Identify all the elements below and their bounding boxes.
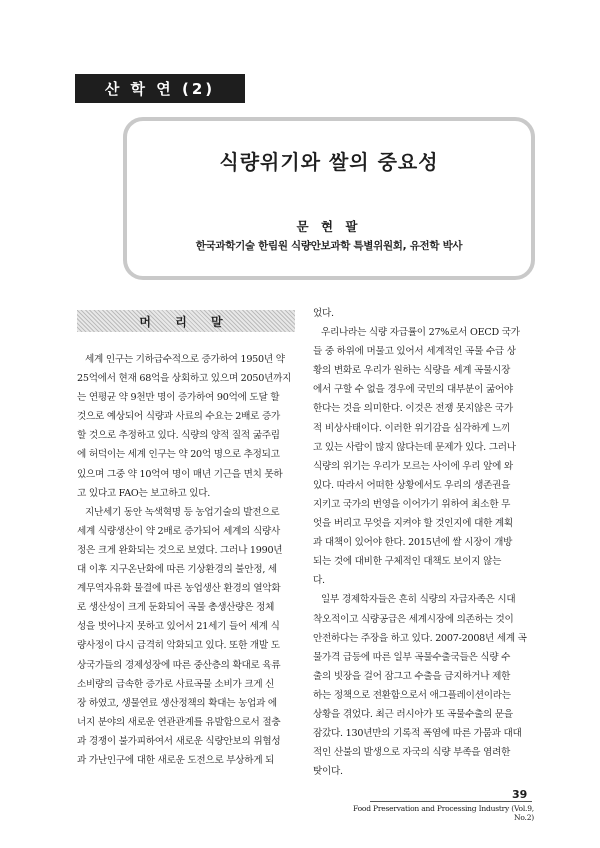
right-column <box>313 304 533 781</box>
text-line: 과 가난인구에 대한 새로운 도전으로 부상하게 되 <box>77 754 275 766</box>
text-line: 것으로 예상되어 식량과 사료의 수요는 2배로 증가 <box>77 411 281 423</box>
text-line: 황의 변화로 우리가 원하는 식량을 세계 곡물시장 <box>313 365 511 377</box>
text-line: 있다. 따라서 어떠한 상황에서도 우리의 생존권을 <box>313 479 511 491</box>
text-line: 착오적이고 식량공급은 세계시장에 의존하는 것이 <box>313 613 514 625</box>
text-line: 과 대책이 있어야 한다. 2015년에 쌀 시장이 개방 <box>313 537 513 549</box>
text-line: 적인 산불의 발생으로 자국의 식량 부족을 염려한 <box>313 747 511 759</box>
text-line: 상황을 겪었다. 최근 러시아가 또 곡물수출의 문을 <box>313 708 513 720</box>
text-line: 고 있는 사람이 많지 않다는데 문제가 있다. 그러나 <box>313 441 516 453</box>
journal-footer: Food Preservation and Processing Industry (Vol.9, No.2) <box>353 804 534 822</box>
text-line: 한다는 것을 의미한다. 이것은 전쟁 못지않은 국가 <box>313 403 513 415</box>
text-line: 다. <box>313 575 325 587</box>
text-line: 대 이후 지구온난화에 따른 기상환경의 불안정, 세 <box>77 564 277 576</box>
title-box <box>123 117 535 280</box>
text-line: 세계 인구는 기하급수적으로 증가하여 1950년 약 <box>85 354 285 365</box>
page-number: 39 <box>512 788 528 801</box>
text-line: 에서 구할 수 없을 경우에 국민의 대부분이 굶어야 <box>313 384 513 396</box>
article-title: 식량위기와 쌀의 중요성 <box>219 150 439 174</box>
text-line: 는 연평균 약 9천만 명이 증가하여 90억에 도달 할 <box>77 392 280 404</box>
text-line: 우리나라는 식량 자급률이 27%로서 OECD 국가 <box>321 327 520 339</box>
text-line: 25억에서 현재 68억을 상회하고 있으며 2050년까지 <box>77 373 292 385</box>
text-line: 출의 빗장을 걸어 잠그고 수출을 금지하거나 제한 <box>313 670 511 682</box>
text-line: 정은 크게 완화되는 것으로 보였다. 그러나 1990년 <box>77 544 283 556</box>
text-line: 물가격 급등에 따른 일부 곡물수출국들은 식량 수 <box>313 651 511 663</box>
text-line: 세계 식량생산이 약 2배로 증가되어 세계의 식량사 <box>77 525 281 537</box>
text-line: 계무역자유화 물결에 따른 농업생산 환경의 열악화 <box>77 583 281 595</box>
text-line: 하는 정책으로 전환함으로서 애그플레이션이라는 <box>313 689 511 701</box>
text-line: 있으며 그중 약 10억여 명이 매년 기근을 면치 못하 <box>77 468 283 480</box>
footer-rule <box>370 801 532 802</box>
text-line: 로 생산성이 크게 둔화되어 곡물 총생산량은 정체 <box>77 602 275 614</box>
text-line: 지난세기 동안 녹색혁명 등 농업기술의 발전으로 <box>85 506 280 518</box>
text-line: 고 있다고 FAO는 보고하고 있다. <box>77 487 211 499</box>
author-name: 문 현 팔 <box>296 219 362 234</box>
text-line: 었다. <box>313 308 334 319</box>
text-line: 상국가들의 경제성장에 따른 중산층의 확대로 육류 <box>77 659 281 671</box>
text-line: 식량의 위기는 우리가 모르는 사이에 우리 앞에 와 <box>313 460 513 472</box>
text-line: 성을 벗어나지 못하고 있어서 21세기 들어 세계 식 <box>77 621 280 633</box>
intro-heading: 머 리 말 <box>139 314 233 329</box>
text-line: 엇을 버리고 무엇을 지켜야 할 것인지에 대한 계획 <box>313 518 513 530</box>
text-line: 소비량의 급속한 증가로 사료곡물 소비가 크게 신 <box>77 678 275 690</box>
text-line: 적 비상사태이다. 이러한 위기감을 심각하게 느끼 <box>313 422 511 434</box>
text-line: 잠갔다. 130년만의 기록적 폭염에 따른 가뭄과 대대 <box>313 728 522 740</box>
text-line: 너지 분야의 새로운 연관관계를 유발함으로서 절충 <box>77 716 281 728</box>
section-tag: 산 학 연 (2) <box>75 74 245 103</box>
author-affiliation: 한국과학기술 한림원 식량안보과학 특별위원회, 유전학 박사 <box>195 240 463 252</box>
text-line: 지키고 국가의 번영을 이어가기 위하여 최소한 무 <box>313 498 511 510</box>
intro-heading-box <box>77 310 295 332</box>
left-column <box>77 350 301 770</box>
text-line: 탓이다. <box>313 766 343 778</box>
text-line: 일부 경제학자들은 흔히 식량의 자급자족은 시대 <box>321 594 516 606</box>
text-line: 과 경쟁이 불가피하여서 새로운 식량안보의 위협성 <box>77 735 281 747</box>
text-line: 안전하다는 주장을 하고 있다. 2007-2008년 세계 곡 <box>313 632 527 644</box>
text-line: 에 허덕이는 세계 인구는 약 20억 명으로 추정되고 <box>77 449 280 461</box>
text-line: 들 중 하위에 머물고 있어서 세계적인 곡물 수급 상 <box>313 346 516 358</box>
text-line: 할 것으로 추정하고 있다. 식량의 양적 질적 굶주림 <box>77 430 280 442</box>
text-line: 되는 것에 대비한 구체적인 대책도 보이지 않는 <box>313 556 502 568</box>
text-line: 장 하였고, 생물연료 생산정책의 확대는 농업과 에 <box>77 697 277 709</box>
text-line: 량사정이 다시 급격히 악화되고 있다. 또한 개발 도 <box>77 640 280 652</box>
